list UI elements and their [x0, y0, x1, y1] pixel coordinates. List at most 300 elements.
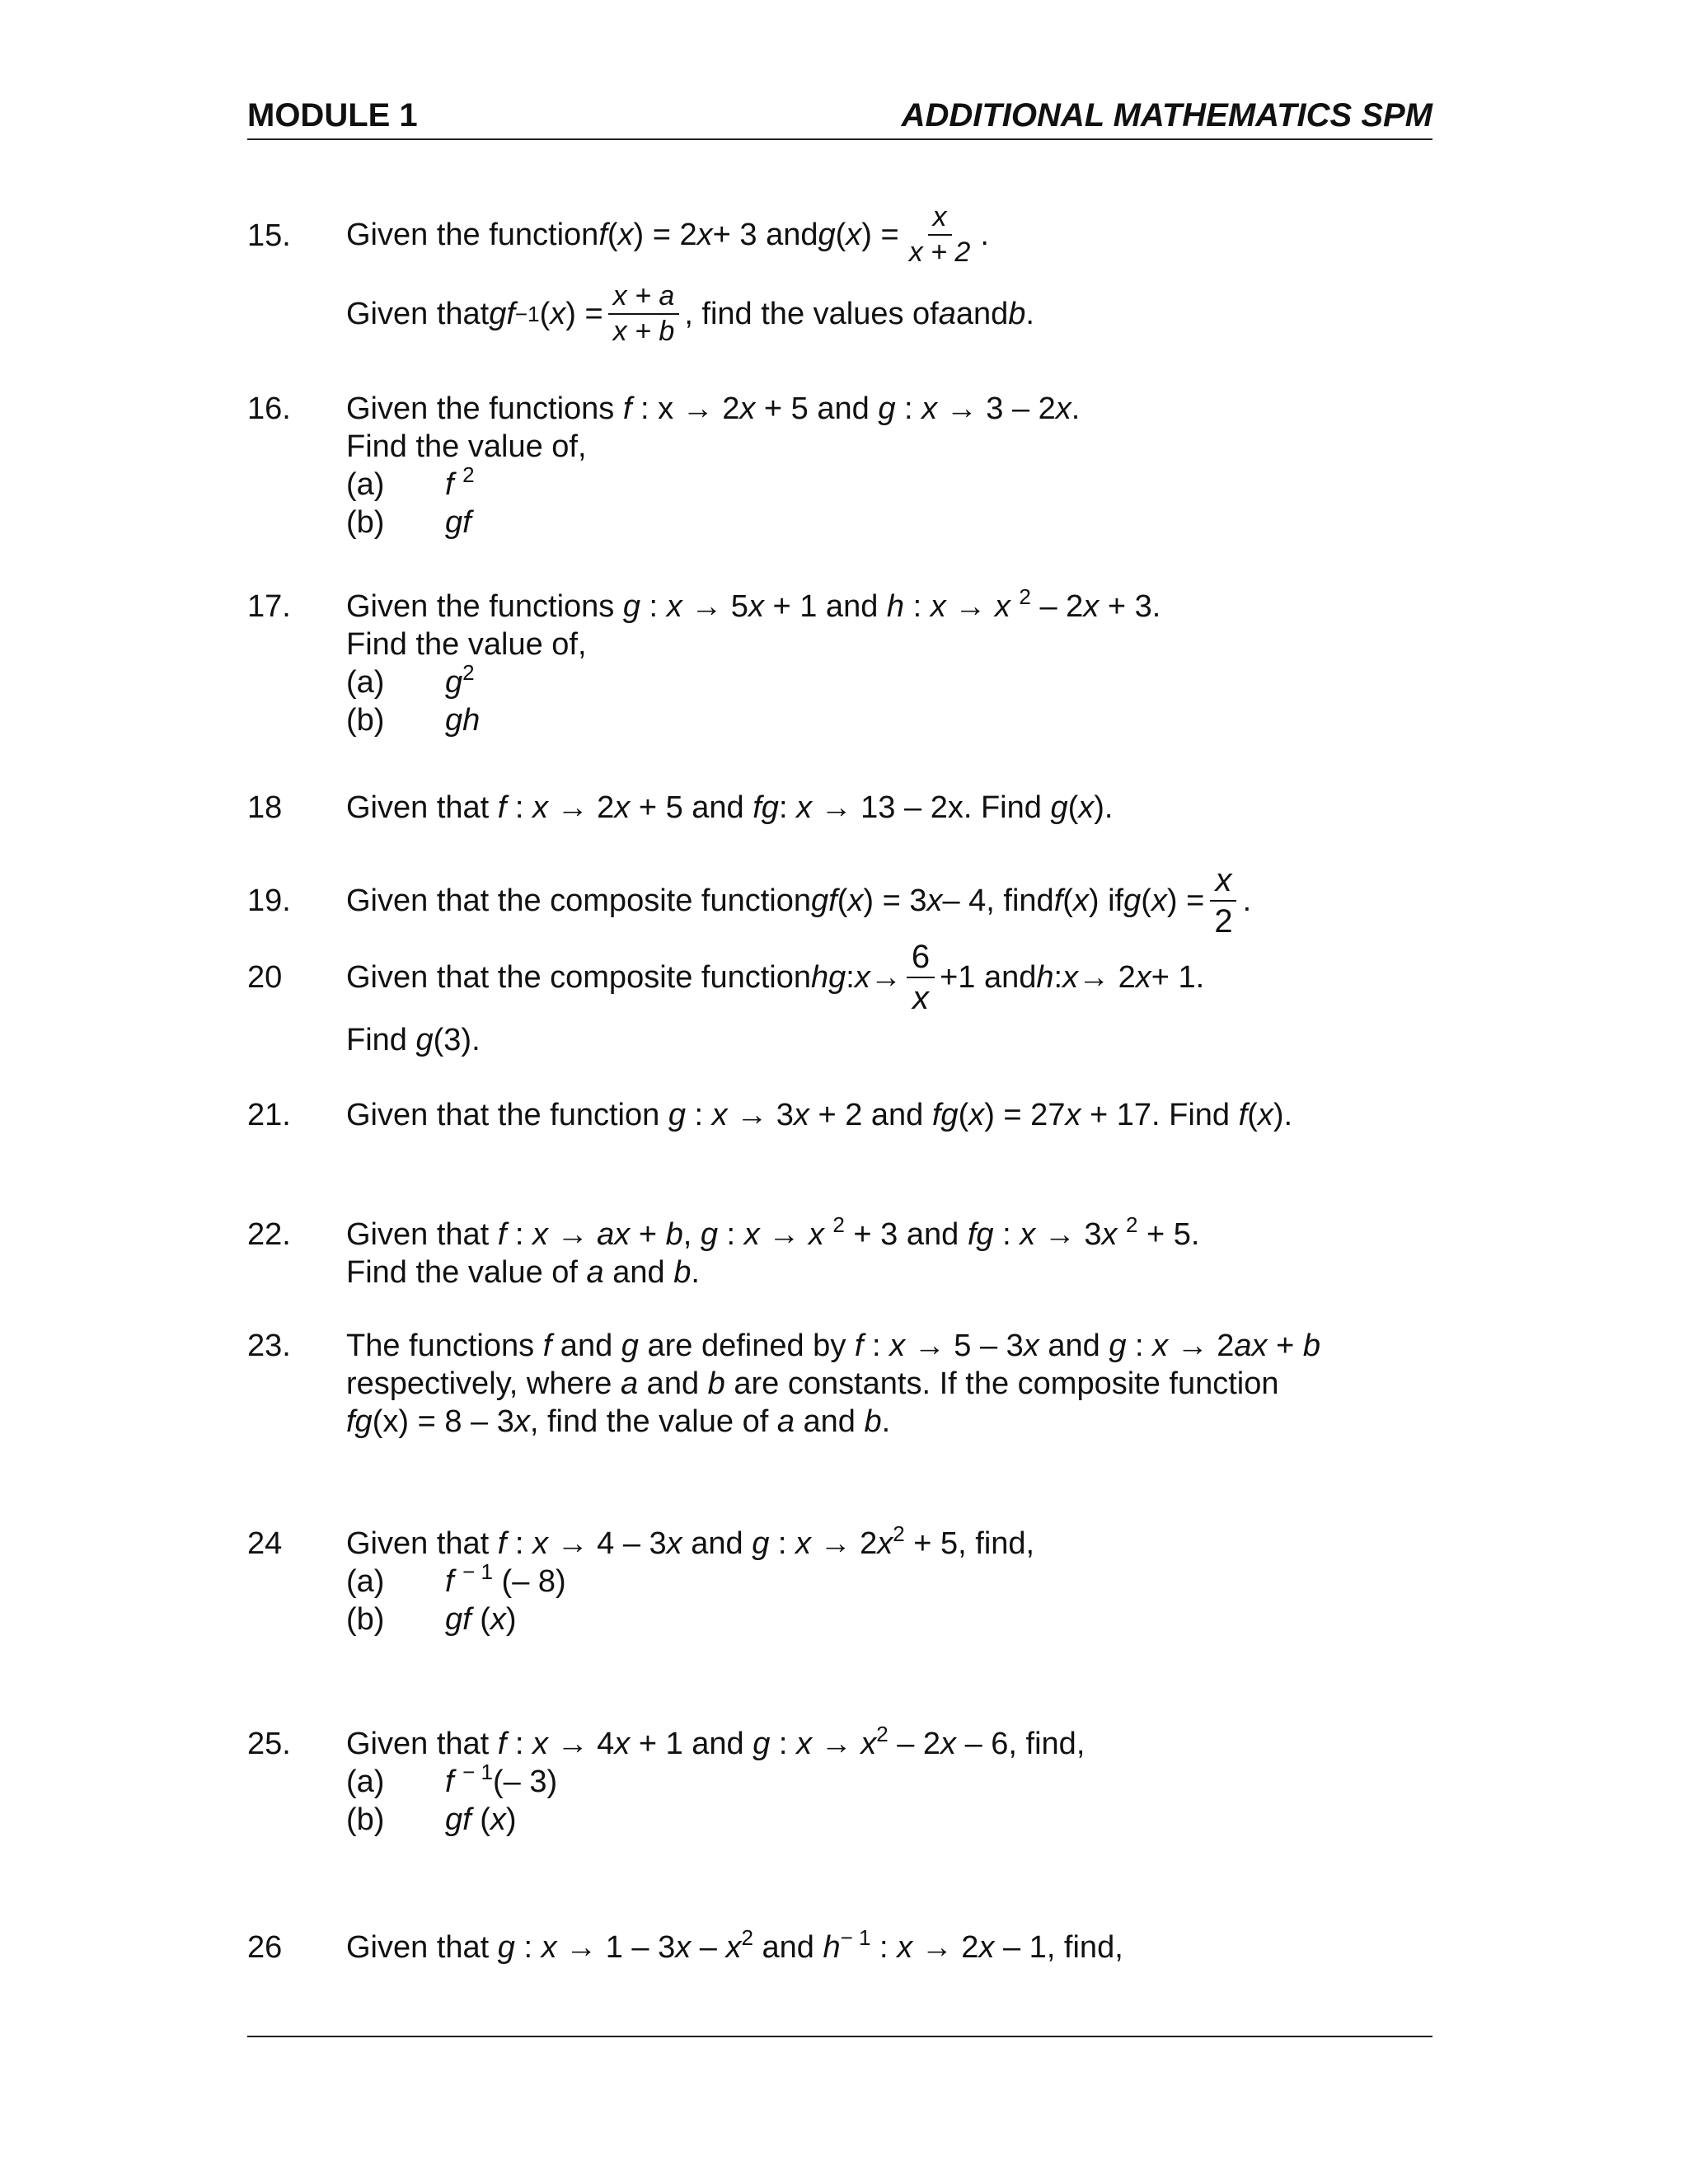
text-fragment: :	[863, 1329, 890, 1363]
text-fragment: x	[940, 1727, 957, 1761]
text-fragment: (a)	[346, 467, 385, 502]
text-fragment: x	[926, 883, 943, 918]
text-fragment: (b)	[346, 703, 385, 738]
text-fragment: x	[808, 1217, 824, 1252]
question-line	[346, 202, 1442, 268]
text-fragment: (	[471, 1602, 490, 1637]
text-fragment: Given the functions	[346, 391, 623, 426]
text-fragment: g	[415, 1023, 434, 1057]
text-fragment: b	[665, 1217, 683, 1252]
text-fragment: (3).	[433, 1023, 481, 1057]
text-fragment: g	[445, 665, 463, 700]
text-fragment: g	[878, 391, 896, 426]
text-fragment: →	[945, 589, 995, 624]
question-line	[346, 1254, 1442, 1291]
text-fragment: → 2	[912, 1930, 979, 1965]
text-fragment: g	[1050, 790, 1068, 825]
text-fragment: Given that	[346, 1526, 498, 1561]
text-fragment: (	[607, 218, 618, 252]
question-number: 17.	[247, 589, 291, 624]
text-fragment: (a)	[346, 1564, 385, 1599]
text-fragment: (– 8)	[493, 1564, 566, 1599]
text-fragment: + 3.	[1099, 589, 1161, 624]
text-fragment: a	[776, 1404, 795, 1439]
text-fragment: :	[506, 790, 533, 825]
text-fragment: :	[769, 1526, 796, 1561]
text-fragment: x	[1210, 862, 1236, 902]
text-fragment: x	[614, 1727, 631, 1761]
question-number: 25.	[247, 1727, 291, 1761]
text-fragment: f	[497, 1526, 507, 1561]
text-fragment: x	[541, 1930, 557, 1965]
text-fragment: →	[759, 1217, 809, 1252]
question-line: Find the value of,	[346, 627, 587, 662]
question-number: 26	[247, 1930, 283, 1965]
text-fragment: )	[505, 1802, 517, 1837]
text-fragment	[445, 660, 475, 701]
text-fragment: x	[1101, 1217, 1118, 1252]
question-number: 19.	[247, 883, 291, 918]
text-fragment: Given that	[346, 1727, 498, 1761]
text-fragment: 2	[1126, 1212, 1138, 1237]
text-fragment: x	[617, 218, 634, 252]
sub-question-a	[346, 660, 1442, 701]
text-fragment: x	[532, 1217, 549, 1252]
question-number: 20	[247, 960, 283, 995]
text-fragment: + 5 and	[630, 790, 753, 825]
question-line	[346, 1925, 1442, 1966]
text-fragment: a	[620, 1366, 639, 1401]
text-fragment: + 5 and	[755, 391, 879, 426]
text-fragment: a	[938, 297, 956, 331]
text-fragment: x	[854, 960, 870, 995]
text-fragment: :	[904, 589, 931, 624]
sub-question-a	[346, 462, 1442, 504]
text-fragment: 2	[832, 1212, 845, 1237]
text-fragment: ,	[682, 1217, 701, 1252]
text-fragment: (	[1141, 883, 1151, 918]
question-line	[346, 862, 1442, 940]
text-fragment: :	[1053, 960, 1063, 995]
text-fragment: x	[912, 980, 929, 1016]
text-fragment: :	[685, 1098, 712, 1132]
question-line	[346, 1365, 1442, 1403]
text-fragment: ax	[1234, 1329, 1268, 1363]
text-fragment: a	[586, 1255, 604, 1290]
text-fragment: + 5.	[1137, 1217, 1200, 1252]
text-fragment: (x) = 8 – 3	[372, 1404, 514, 1439]
text-fragment: (b)	[346, 1802, 385, 1837]
text-fragment: x	[739, 391, 756, 426]
text-fragment: gf	[489, 297, 515, 331]
question-line	[346, 1212, 1442, 1254]
text-fragment: x	[532, 1526, 549, 1561]
text-fragment: x	[994, 589, 1010, 624]
text-fragment: x	[847, 883, 864, 918]
text-fragment: x	[897, 1930, 913, 1965]
question-number: 15.	[247, 218, 291, 253]
text-fragment: →	[548, 1217, 598, 1252]
text-fragment: fg	[967, 1217, 994, 1252]
text-fragment: (	[837, 883, 848, 918]
text-fragment: gh	[445, 703, 481, 738]
text-fragment: → 3	[727, 1098, 794, 1132]
question-line	[346, 1327, 1442, 1365]
text-fragment: :	[846, 960, 855, 995]
text-fragment: and	[603, 1255, 674, 1290]
text-fragment: , find the values of	[684, 297, 939, 331]
text-fragment: :	[993, 1217, 1020, 1252]
text-fragment: x + a	[608, 281, 680, 315]
text-fragment: + 3 and	[844, 1217, 968, 1252]
text-fragment: ).	[1273, 1098, 1293, 1132]
text-fragment: x	[921, 391, 938, 426]
text-fragment: Given that the composite function	[346, 883, 811, 918]
text-fragment: x	[711, 1098, 728, 1132]
text-fragment: (b)	[346, 1602, 385, 1637]
text-fragment: (a)	[346, 1765, 385, 1799]
text-fragment: 2	[1019, 584, 1031, 609]
text-fragment: respectively, where	[346, 1366, 621, 1401]
text-fragment: – 2	[888, 1727, 941, 1761]
text-fragment: f	[1053, 883, 1063, 918]
fraction	[1209, 862, 1237, 940]
text-fragment: :	[895, 391, 922, 426]
question-number: 23.	[247, 1329, 291, 1363]
question-line: Given that gf −1 ( x ) = $\frac{x + a}{x + b}$ , find the values of a and b .	[346, 279, 1034, 347]
text-fragment: ) =	[861, 218, 899, 252]
module-header: MODULE 1	[247, 97, 418, 134]
text-fragment: f	[598, 218, 607, 252]
header-rule	[247, 138, 1432, 140]
text-fragment: (– 3)	[493, 1765, 558, 1799]
text-fragment: (	[539, 297, 551, 331]
text-fragment: x	[513, 1404, 530, 1439]
text-fragment: g	[818, 218, 836, 252]
question-number: 18	[247, 790, 283, 825]
text-fragment: → 5	[682, 589, 748, 624]
text-fragment: +1 and	[940, 960, 1037, 995]
text-fragment: x + 2	[908, 237, 971, 268]
text-fragment: (	[1062, 883, 1073, 918]
text-fragment: f	[542, 1329, 552, 1363]
text-fragment: → 2	[811, 1526, 878, 1561]
text-fragment: fg	[753, 790, 779, 825]
text-fragment: )	[505, 1602, 517, 1637]
text-fragment: and	[1039, 1329, 1109, 1363]
text-fragment: − 1	[462, 1559, 493, 1584]
text-fragment: x	[1020, 1217, 1036, 1252]
text-fragment: x	[1062, 960, 1079, 995]
text-fragment: and	[551, 1329, 621, 1363]
text-fragment: x	[877, 1526, 893, 1561]
text-fragment: gf	[445, 1802, 471, 1837]
text-fragment: b	[1008, 297, 1026, 331]
text-fragment: f	[497, 1727, 507, 1761]
text-fragment: x	[968, 1098, 985, 1132]
text-fragment: f	[622, 391, 632, 426]
question-number: 16.	[247, 391, 291, 426]
question-line	[346, 584, 1442, 626]
text-fragment: → 2	[548, 790, 615, 825]
text-fragment: x	[1083, 589, 1100, 624]
text-fragment: x	[532, 1727, 549, 1761]
text-fragment: and	[638, 1366, 708, 1401]
text-fragment: → 5 – 3	[905, 1329, 1024, 1363]
text-fragment: x	[550, 297, 566, 331]
text-fragment: .	[980, 218, 989, 252]
text-fragment: h	[823, 1930, 841, 1965]
text-fragment: ax	[597, 1217, 631, 1252]
text-fragment: + 2 and	[809, 1098, 932, 1132]
text-fragment: (b)	[346, 505, 385, 540]
text-fragment: x	[696, 218, 713, 252]
text-fragment: g	[1109, 1329, 1127, 1363]
text-fragment: + 1.	[1151, 960, 1205, 995]
subject-header: ADDITIONAL MATHEMATICS SPM	[901, 97, 1432, 134]
text-fragment: and	[682, 1526, 753, 1561]
text-fragment: → 2	[1168, 1329, 1235, 1363]
question-number: 24	[247, 1526, 283, 1561]
text-fragment: gf	[445, 1602, 471, 1637]
text-fragment: 2	[462, 660, 475, 685]
text-fragment: :	[770, 1727, 797, 1761]
text-fragment: .	[1242, 883, 1252, 918]
text-fragment: gf	[811, 883, 837, 918]
text-fragment: – 6, find,	[956, 1727, 1085, 1761]
text-fragment: + 3 and	[712, 218, 818, 252]
text-fragment: − 1	[840, 1925, 871, 1950]
text-fragment: fg	[931, 1098, 959, 1132]
text-fragment: x	[928, 202, 952, 236]
sub-question-b	[346, 701, 1442, 739]
question-line	[346, 390, 1442, 428]
text-fragment: x	[748, 589, 764, 624]
sub-question-b	[346, 1801, 1442, 1839]
text-fragment: x	[1152, 1329, 1169, 1363]
text-fragment: → 2	[1078, 960, 1136, 995]
text-fragment: :	[1126, 1329, 1153, 1363]
text-fragment: fg	[346, 1404, 373, 1439]
text-fragment: x	[846, 218, 862, 252]
text-fragment: + 5, find,	[904, 1526, 1035, 1561]
text-fragment: .	[1025, 297, 1034, 331]
text-fragment: Given that	[346, 1217, 498, 1252]
text-fragment: h	[886, 589, 905, 624]
text-fragment: :	[506, 1217, 533, 1252]
text-fragment: x	[860, 1727, 877, 1761]
text-fragment	[445, 1760, 558, 1801]
text-fragment: ) if	[1088, 883, 1124, 918]
text-fragment: → 3 – 2	[937, 391, 1056, 426]
question-line	[346, 1521, 1442, 1563]
text-fragment: gf	[445, 505, 471, 540]
text-fragment: x	[666, 589, 682, 624]
text-fragment: The functions	[346, 1329, 543, 1363]
text-fragment: → 1 – 3	[556, 1930, 676, 1965]
text-fragment: x	[1151, 883, 1167, 918]
text-fragment: x	[675, 1930, 692, 1965]
sub-question-a	[346, 1559, 1442, 1601]
text-fragment: x	[1257, 1098, 1273, 1132]
text-fragment: x	[666, 1526, 682, 1561]
text-fragment: g	[668, 1098, 686, 1132]
text-fragment: x	[796, 790, 813, 825]
text-fragment: f	[1238, 1098, 1248, 1132]
text-fragment: 2	[876, 1722, 889, 1746]
text-fragment	[454, 1564, 463, 1599]
text-fragment: ) = 3	[863, 883, 927, 918]
text-fragment: x	[930, 589, 946, 624]
text-fragment	[445, 1801, 517, 1839]
text-fragment: .	[691, 1255, 700, 1290]
text-fragment: ) =	[1166, 883, 1205, 918]
question-line	[346, 939, 1442, 1016]
text-fragment: + 17. Find	[1081, 1098, 1239, 1132]
text-fragment: h	[1036, 960, 1054, 995]
text-fragment: are defined by	[638, 1329, 855, 1363]
sub-question-b	[346, 1601, 1442, 1638]
text-fragment: ) = 2	[633, 218, 697, 252]
text-fragment: g	[497, 1930, 515, 1965]
text-fragment: 2	[1214, 903, 1233, 940]
text-fragment	[445, 1559, 566, 1601]
text-fragment: :	[778, 790, 797, 825]
text-fragment: – 1, find,	[994, 1930, 1123, 1965]
text-fragment: ) = 27	[984, 1098, 1066, 1132]
text-fragment	[454, 1765, 463, 1799]
question-line	[346, 1722, 1442, 1763]
text-fragment: (	[835, 218, 846, 252]
text-fragment: → 13 – 2x. Find	[812, 790, 1051, 825]
text-fragment: f	[445, 1765, 454, 1799]
text-fragment: – 4, find	[942, 883, 1054, 918]
text-fragment: –	[691, 1930, 726, 1965]
fraction	[904, 202, 976, 269]
text-fragment: g	[621, 1329, 639, 1363]
text-fragment: f	[497, 1217, 507, 1252]
text-fragment: b	[1302, 1329, 1320, 1363]
text-fragment: f	[497, 790, 507, 825]
text-fragment: ).	[1094, 790, 1114, 825]
text-fragment: :	[870, 1930, 898, 1965]
text-fragment: .	[1071, 391, 1081, 426]
text-fragment: ) =	[565, 297, 603, 331]
text-fragment: +	[630, 1217, 666, 1252]
text-fragment: (	[958, 1098, 969, 1132]
text-fragment: f	[445, 1564, 454, 1599]
text-fragment: Find the value of	[346, 1255, 587, 1290]
text-fragment: x	[1065, 1098, 1081, 1132]
text-fragment: → 4	[548, 1727, 615, 1761]
text-fragment: and	[794, 1404, 865, 1439]
text-fragment: x	[490, 1602, 506, 1637]
text-fragment: x	[725, 1930, 742, 1965]
footer-rule	[247, 2036, 1432, 2037]
text-fragment: x	[532, 790, 549, 825]
text-fragment: x	[743, 1217, 760, 1252]
text-fragment: Find	[346, 1023, 416, 1057]
text-fragment: x	[978, 1930, 995, 1965]
text-fragment: x	[1078, 790, 1095, 825]
text-fragment: are constants. If the composite function	[724, 1366, 1279, 1401]
text-fragment: hg	[811, 960, 846, 995]
text-fragment: x	[1023, 1329, 1039, 1363]
text-fragment: Given that	[346, 297, 490, 331]
text-fragment: and	[753, 1930, 823, 1965]
text-fragment: :	[506, 1727, 533, 1761]
question-line	[346, 1096, 1442, 1134]
sub-question-b	[346, 504, 1442, 541]
text-fragment	[445, 462, 475, 504]
text-fragment: , find the value of	[529, 1404, 777, 1439]
text-fragment: → 4 – 3	[548, 1526, 667, 1561]
text-fragment: Given that	[346, 1930, 498, 1965]
text-fragment: x	[614, 790, 631, 825]
text-fragment: Given that the function	[346, 1098, 668, 1132]
question-line	[346, 1403, 1442, 1441]
text-fragment: and	[955, 297, 1009, 331]
text-fragment: x	[889, 1329, 906, 1363]
text-fragment: x	[1072, 883, 1089, 918]
text-fragment: x	[795, 1526, 812, 1561]
text-fragment: .	[881, 1404, 891, 1439]
text-fragment: →	[870, 960, 902, 995]
text-fragment: Given the functions	[346, 589, 623, 624]
text-fragment: f	[854, 1329, 864, 1363]
text-fragment: →	[812, 1727, 861, 1761]
text-fragment: :	[506, 1526, 533, 1561]
fraction	[907, 939, 935, 1016]
text-fragment: x	[796, 1727, 813, 1761]
text-fragment: g	[1123, 883, 1142, 918]
text-fragment: :	[514, 1930, 542, 1965]
text-fragment: Given that	[346, 790, 498, 825]
text-fragment	[445, 1601, 517, 1638]
text-fragment: x	[1055, 391, 1071, 426]
text-fragment: g	[622, 589, 640, 624]
text-fragment: x	[1135, 960, 1151, 995]
text-fragment: (	[1247, 1098, 1258, 1132]
text-fragment: (a)	[346, 665, 385, 700]
text-fragment: b	[707, 1366, 725, 1401]
text-fragment: 2	[893, 1521, 905, 1546]
text-fragment: x	[490, 1802, 506, 1837]
question-number: 22.	[247, 1217, 291, 1252]
text-fragment: : x → 2	[631, 391, 740, 426]
question-line: Find the value of,	[346, 429, 587, 464]
text-fragment: :	[640, 589, 667, 624]
text-fragment: g	[753, 1727, 771, 1761]
question-line	[346, 1021, 1442, 1059]
text-fragment: + 1 and	[763, 589, 887, 624]
text-fragment: f	[445, 467, 454, 502]
fraction	[608, 281, 680, 348]
text-fragment: − 1	[462, 1760, 493, 1784]
text-fragment: 2	[741, 1925, 753, 1950]
text-fragment: :	[718, 1217, 744, 1252]
question-line	[346, 789, 1442, 827]
text-fragment: (	[471, 1802, 490, 1837]
text-fragment: Given that the composite function	[346, 960, 811, 995]
text-fragment: g	[700, 1217, 718, 1252]
text-fragment: 2	[462, 462, 475, 487]
text-fragment: +	[1267, 1329, 1303, 1363]
text-fragment: x + b	[612, 316, 675, 347]
text-fragment: – 2	[1030, 589, 1084, 624]
sub-question-a	[346, 1760, 1442, 1801]
text-fragment: b	[673, 1255, 692, 1290]
